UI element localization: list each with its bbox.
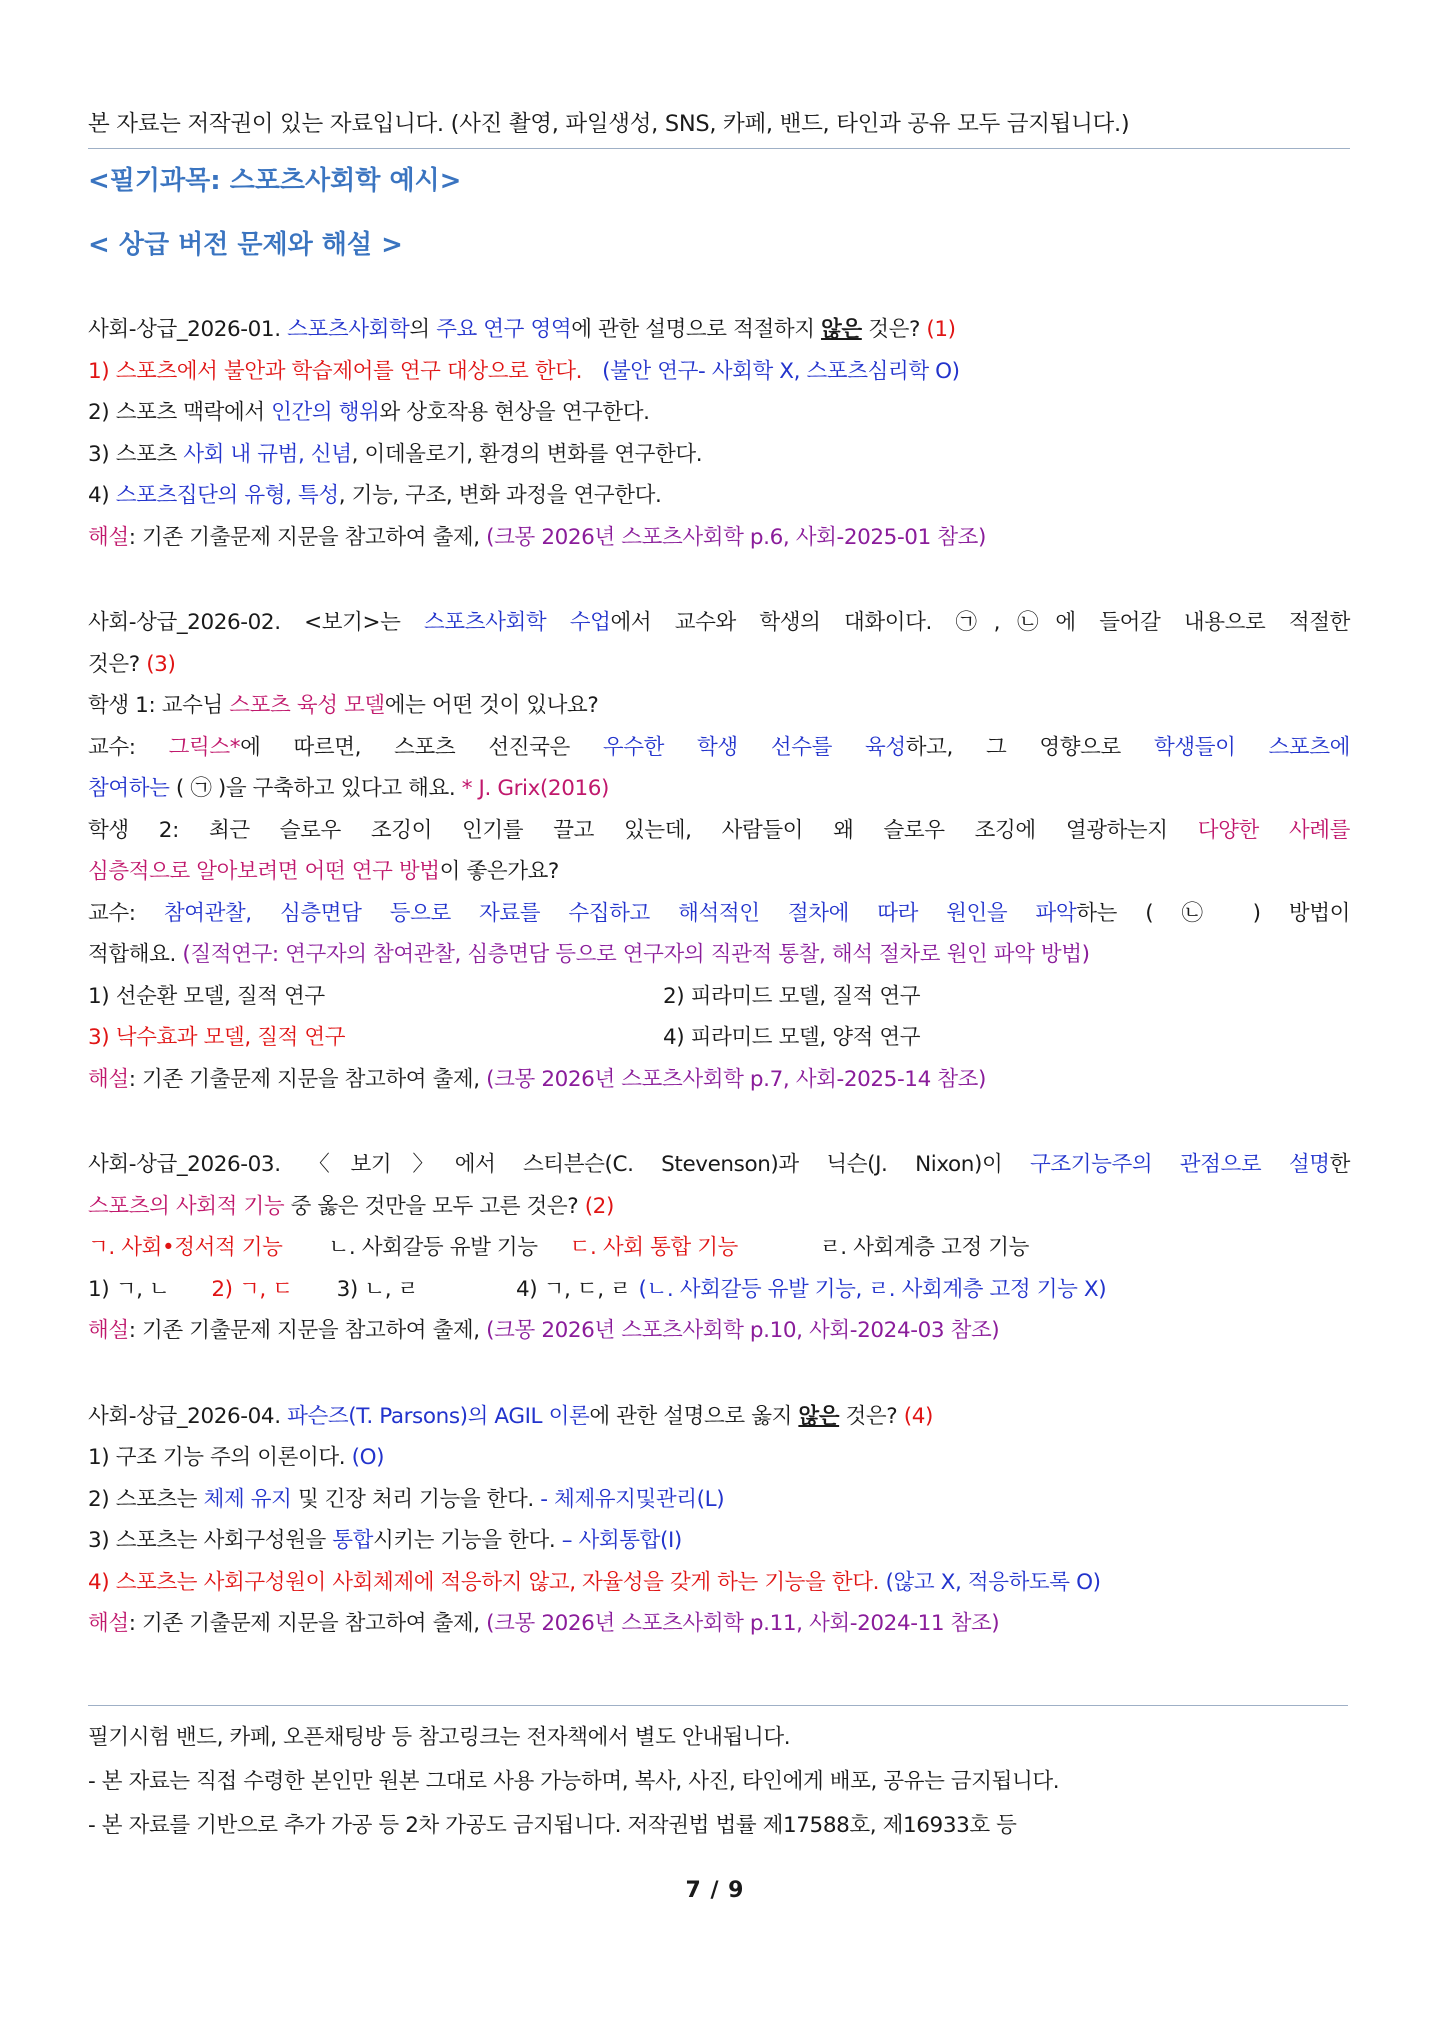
header-divider bbox=[88, 148, 1350, 149]
question-1-option-2: 2) 스포츠 맥락에서 인간의 행위와 상호작용 현상을 연구한다. bbox=[88, 400, 650, 425]
dialogue-student-2-line-2: 심층적으로 알아보려면 어떤 연구 방법이 좋은가요? bbox=[88, 859, 559, 884]
question-1-option-1: 1) 스포츠에서 불안과 학습제어를 연구 대상으로 한다. (불안 연구- 사회학 X, 스포츠심리학 O) bbox=[88, 358, 960, 384]
question-2-stem-line-2: 것은? (3) bbox=[88, 651, 176, 677]
question-4-option-2: 2) 스포츠는 체제 유지 및 긴장 처리 기능을 한다. - 체제유지및관리(L) bbox=[88, 1486, 725, 1512]
question-1-option-3: 3) 스포츠 사회 내 규범, 신념, 이데올로기, 환경의 변화를 연구한다. bbox=[88, 441, 703, 467]
question-1 bbox=[88, 309, 1350, 558]
question-3-options: 1) ㄱ, ㄴ 2) ㄱ, ㄷ 3) ㄴ, ㄹ 4) ㄱ, ㄷ, ㄹ (ㄴ. 사회갈등 유발 기능, ㄹ. 사회계층 고정 기능 X) bbox=[88, 1276, 1107, 1302]
question-2-options-row-2 bbox=[88, 1017, 1350, 1059]
question-1-answer: (1) bbox=[926, 317, 956, 342]
document-page bbox=[88, 100, 1350, 1848]
dialogue-professor-1-line-2: 참여하는 ( ㉠ )을 구축하고 있다고 해요. * J. Grix(2016) bbox=[88, 776, 610, 801]
question-2-answer: (3) bbox=[146, 651, 176, 677]
question-2-explanation: 해설: 기존 기출문제 지문을 참고하여 출제, (크몽 2026년 스포츠사회학 p.7, 사회-2025-14 참조) bbox=[88, 1066, 987, 1092]
question-2-options-row-1 bbox=[88, 976, 1350, 1018]
question-2-option-3: 3) 낙수효과 모델, 질적 연구 bbox=[88, 1025, 346, 1050]
question-3 bbox=[88, 1144, 1350, 1352]
question-1-explanation: 해설: 기존 기출문제 지문을 참고하여 출제, (크몽 2026년 스포츠사회학 p.6, 사회-2025-01 참조) bbox=[88, 524, 987, 550]
question-2 bbox=[88, 602, 1350, 1100]
page-number: 7 / 9 bbox=[685, 1878, 745, 1903]
question-4-answer: (4) bbox=[903, 1403, 934, 1429]
footer-notice bbox=[88, 1716, 1350, 1848]
dialogue-student-1: 학생 1: 교수님 스포츠 육성 모델에는 어떤 것이 있나요? bbox=[88, 693, 599, 718]
question-3-answer: (2) bbox=[584, 1193, 614, 1219]
dialogue-professor-1-line-1: 교수: 그릭스*에 따르면, 스포츠 선진국은 우수한 학생 선수를 육성하고, 그 영향으로 학생들이 스포츠에 bbox=[88, 734, 1351, 760]
question-4 bbox=[88, 1396, 1350, 1645]
question-2-stem-line-1: 사회-상급_2026-02. <보기>는 스포츠사회학 수업에서 교수와 학생의 대화이다. ㉠,㉡에 들어갈 내용으로 적절한 bbox=[88, 610, 1350, 635]
footer-line-3: - 본 자료를 기반으로 추가 가공 등 2차 가공도 금지됩니다. 저작권법 법률 제17588호, 제16933호 등 bbox=[88, 1812, 1017, 1838]
question-3-choices bbox=[88, 1227, 1350, 1269]
choice-giyeok: ㄱ. 사회•정서적 기능 bbox=[88, 1235, 283, 1260]
dialogue-professor-2-line-1: 교수: 참여관찰, 심층면담 등으로 자료를 수집하고 해석적인 절차에 따라 원인을 파악하는 ( ㉡ ) 방법이 bbox=[88, 900, 1350, 926]
question-4-option-1: 1) 구조 기능 주의 이론이다. (O) bbox=[88, 1445, 385, 1470]
question-3-stem-line-2: 스포츠의 사회적 기능 중 옳은 것만을 모두 고른 것은? (2) bbox=[88, 1193, 614, 1219]
question-3-explanation: 해설: 기존 기출문제 지문을 참고하여 출제, (크몽 2026년 스포츠사회학 p.10, 사회-2024-03 참조) bbox=[88, 1318, 1000, 1343]
choice-nieun: ㄴ. 사회갈등 유발 기능 bbox=[328, 1235, 538, 1260]
footer-line-1: 필기시험 밴드, 카페, 오픈채팅방 등 참고링크는 전자책에서 별도 안내됩니다. bbox=[88, 1724, 791, 1750]
question-2-option-1: 1) 선순환 모델, 질적 연구 bbox=[88, 983, 325, 1009]
document-subtitle: < 상급 버전 문제와 해설 > bbox=[88, 230, 403, 260]
question-4-explanation: 해설: 기존 기출문제 지문을 참고하여 출제, (크몽 2026년 스포츠사회학 p.11, 사회-2024-11 참조) bbox=[88, 1611, 1000, 1636]
question-4-option-3: 3) 스포츠는 사회구성원을 통합시키는 기능을 한다. – 사회통합(I) bbox=[88, 1528, 682, 1553]
question-1-stem: 사회-상급_2026-01. 스포츠사회학의 주요 연구 영역에 관한 설명으로 적절하지 않은 것은? (1) bbox=[88, 317, 956, 342]
footer-line-2: - 본 자료는 직접 수령한 본인만 원본 그대로 사용 가능하며, 복사, 사진, 타인에게 배포, 공유는 금지됩니다. bbox=[88, 1768, 1060, 1794]
question-1-option-4: 4) 스포츠집단의 유형, 특성, 기능, 구조, 변화 과정을 연구한다. bbox=[88, 483, 662, 508]
dialogue-student-2-line-1: 학생 2: 최근 슬로우 조깅이 인기를 끌고 있는데, 사람들이 왜 슬로우 조깅에 열광하는지 다양한 사례를 bbox=[88, 817, 1350, 843]
question-2-option-4: 4) 피라미드 모델, 양적 연구 bbox=[663, 1025, 921, 1050]
question-3-stem-line-1: 사회-상급_2026-03. 〈보기〉에서 스티븐슨(C. Stevenson)과 닉슨(J. Nixon)이 구조기능주의 관점으로 설명한 bbox=[88, 1152, 1350, 1177]
question-2-option-2: 2) 피라미드 모델, 질적 연구 bbox=[663, 983, 921, 1009]
choice-digeut: ㄷ. 사회 통합 기능 bbox=[569, 1235, 738, 1260]
dialogue-professor-2-line-2: 적합해요. (질적연구: 연구자의 참여관찰, 심층면담 등으로 연구자의 직관적 통찰, 해석 절차로 원인 파악 방법) bbox=[88, 942, 1090, 967]
document-title: <필기과목: 스포츠사회학 예시> bbox=[88, 166, 462, 196]
copyright-notice: 본 자료는 저작권이 있는 자료입니다. (사진 촬영, 파일생성, SNS, 카페, 밴드, 타인과 공유 모두 금지됩니다.) bbox=[88, 111, 1130, 137]
choice-rieul: ㄹ. 사회계층 고정 기능 bbox=[819, 1235, 1029, 1260]
question-4-option-4: 4) 스포츠는 사회구성원이 사회체제에 적응하지 않고, 자율성을 갖게 하는 기능을 한다. (않고 X, 적응하도록 O) bbox=[88, 1569, 1101, 1595]
footer-divider bbox=[88, 1705, 1348, 1706]
question-4-stem: 사회-상급_2026-04. 파슨즈(T. Parsons)의 AGIL 이론에 관한 설명으로 옳지 않은 것은? (4) bbox=[88, 1403, 934, 1429]
